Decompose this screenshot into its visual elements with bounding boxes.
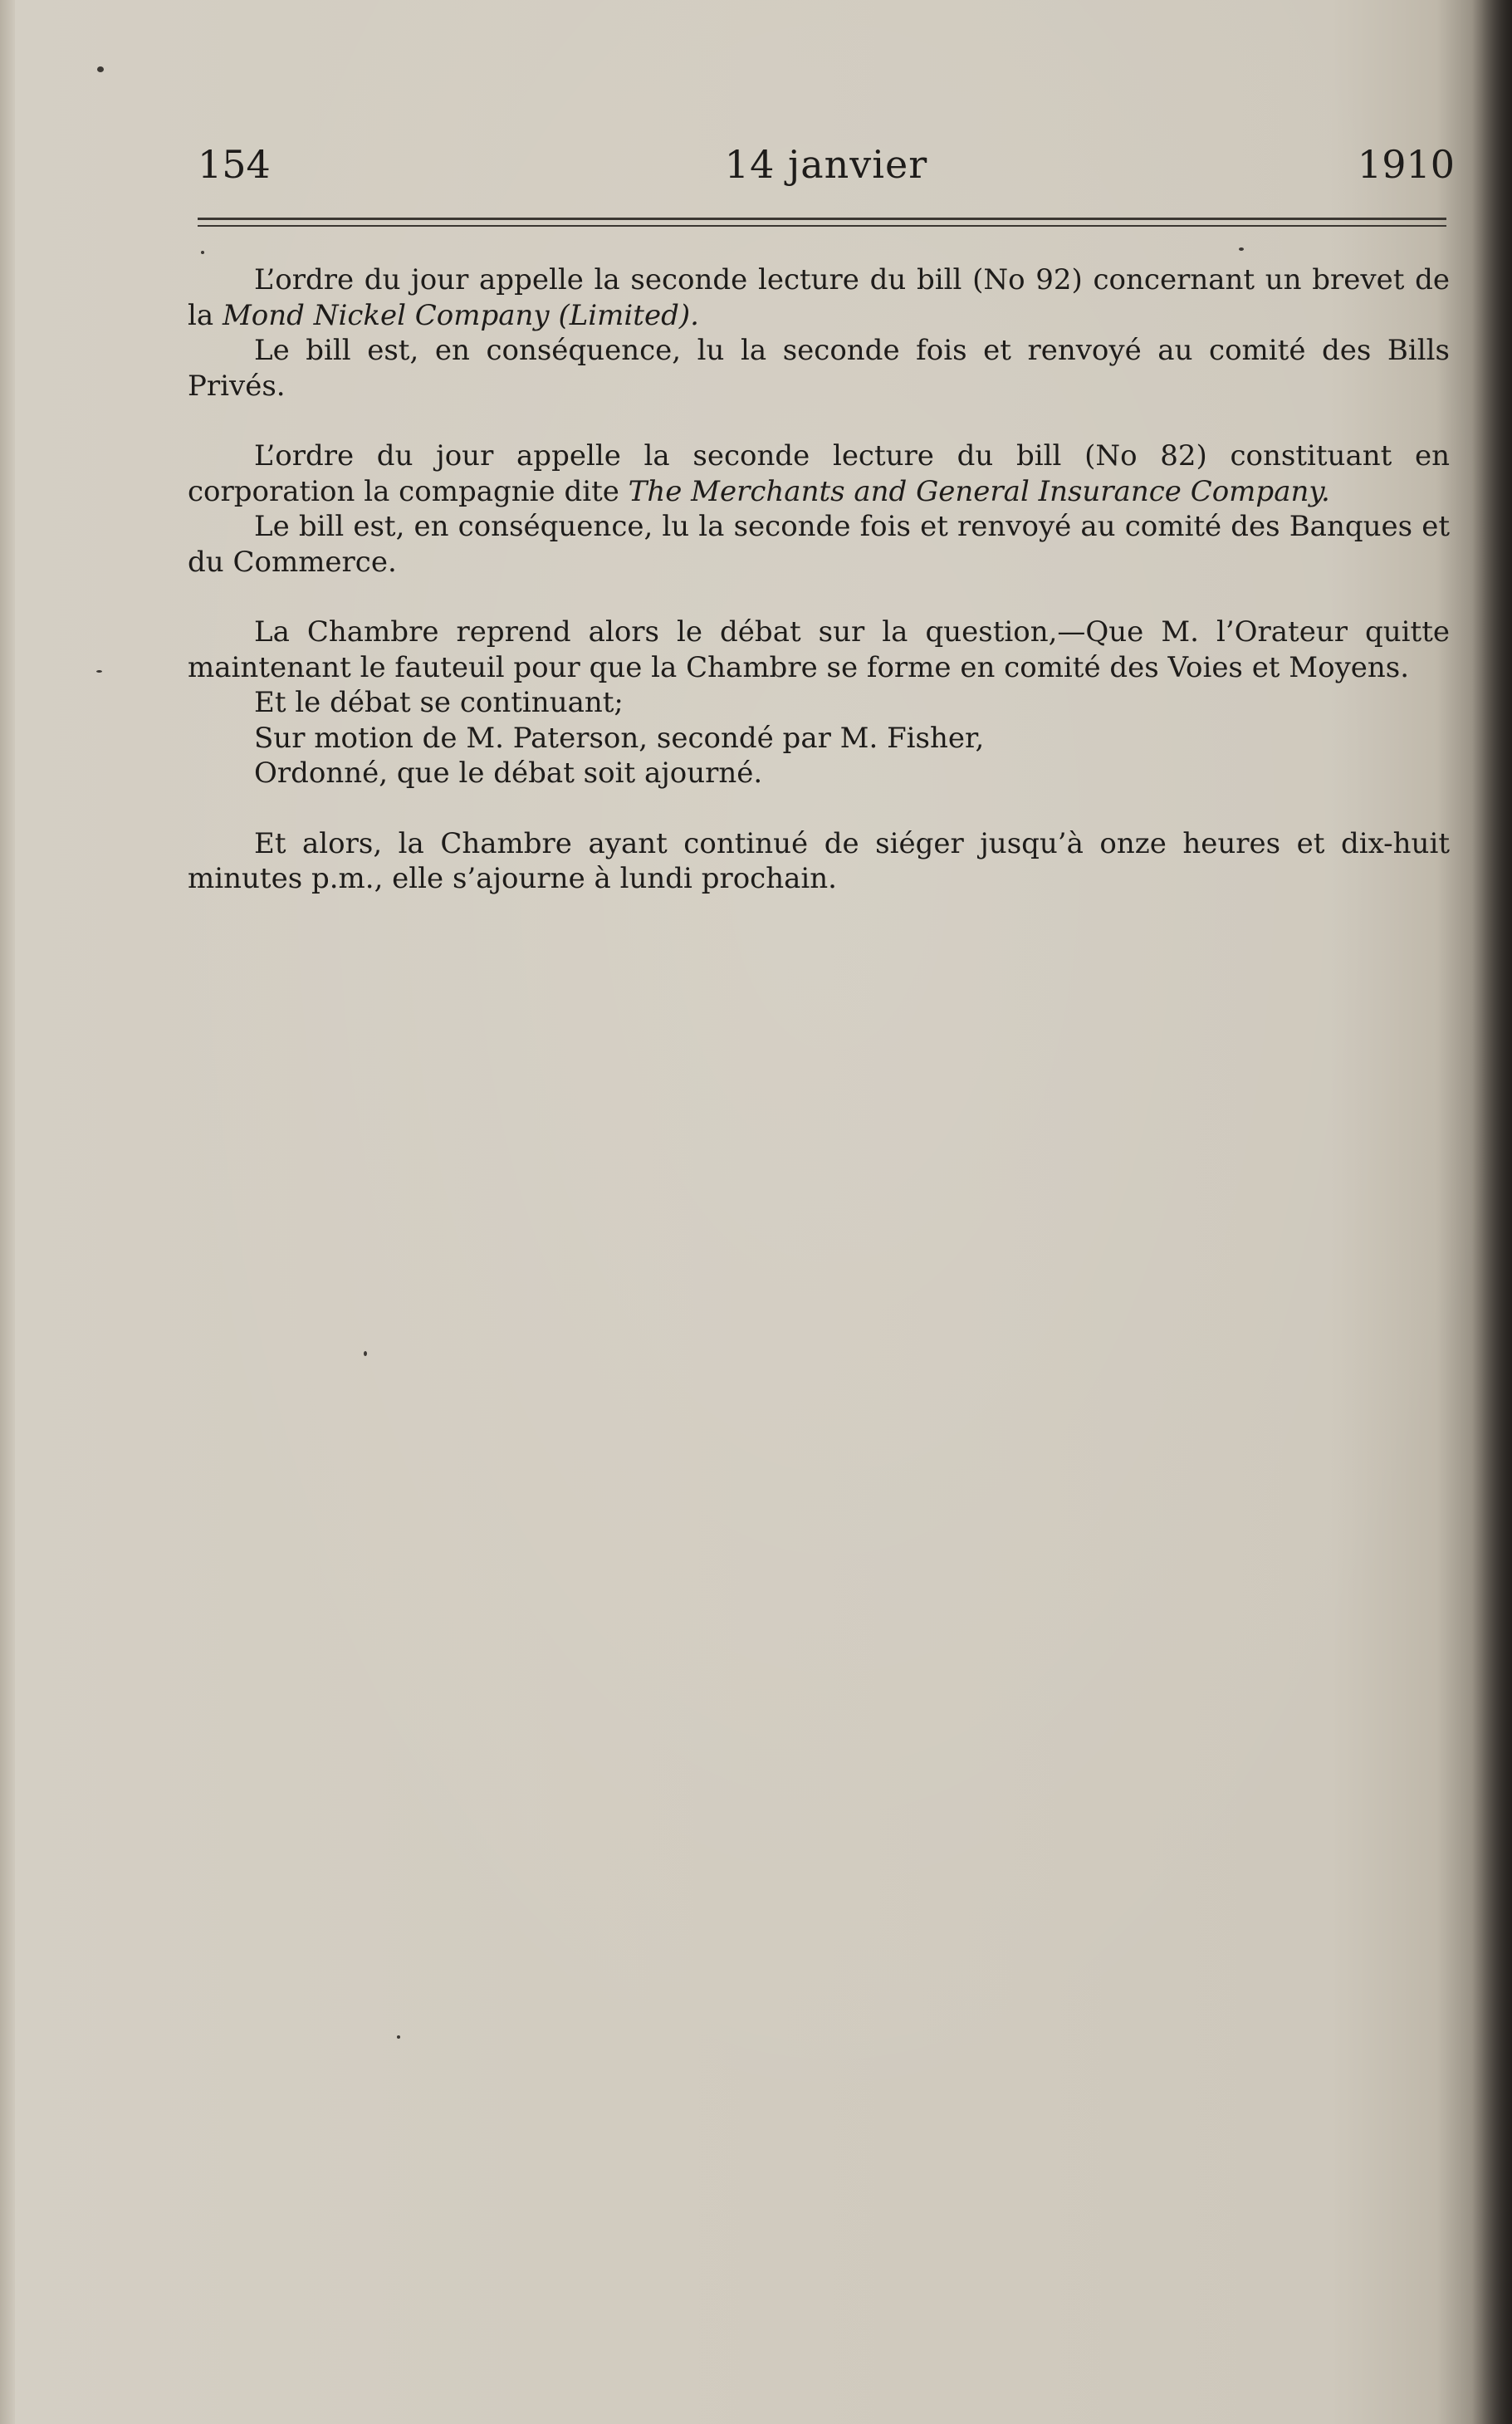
year: 1910 [1357, 142, 1455, 187]
book-binding-shadow [1472, 0, 1512, 2424]
paragraph-merchants-referral: Le bill est, en conséquence, lu la seconde fois et renvoyé au comité des Banques et du Commerce. [188, 510, 1450, 579]
paper-speck [364, 1351, 367, 1356]
company-name-italic: The Merchants and General Insurance Company. [628, 474, 1330, 508]
paper-speck [1239, 247, 1244, 251]
paragraph-motion: Sur motion de M. Paterson, secondé par M. Fisher, [254, 721, 985, 755]
paragraph-ordered: Ordonné, que le débat soit ajourné. [254, 757, 763, 790]
paper-speck [96, 670, 102, 673]
date-heading: 14 janvier [724, 142, 928, 187]
journal-text [188, 262, 1450, 897]
page-number: 154 [198, 142, 271, 187]
paper-speck [97, 66, 104, 72]
paragraph-adjournment: Et alors, la Chambre ayant continué de siéger jusqu’à onze heures et dix-huit minutes p.m., elle s’ajourne à lundi prochain. [188, 826, 1450, 895]
paragraph-debate: La Chambre reprend alors le débat sur la question,—Que M. l’Orateur quitte maintenant le fauteuil pour que la Chambre se forme en comité des Voies et Moyens. [188, 615, 1450, 684]
page-edge-left [0, 0, 15, 2424]
paragraph-mond-nickel-referral: Le bill est, en conséquence, lu la seconde fois et renvoyé au comité des Bills Privés. [188, 334, 1450, 403]
company-name-italic: Mond Nickel Company (Limited). [222, 298, 699, 332]
header-rule [198, 218, 1446, 220]
paper-speck [201, 251, 204, 254]
header-rule-thin [198, 225, 1446, 227]
paragraph-merchants-reading: L’ordre du jour appelle la seconde lecture du bill (No 82) constituant en corporation la compagnie dite The Merchants and General Insurance Company. [188, 439, 1450, 508]
paper-speck [397, 2035, 400, 2039]
running-header [198, 140, 1455, 189]
paragraph-debate-continuing: Et le débat se continuant; [254, 686, 624, 719]
paragraph-mond-nickel-reading: L’ordre du jour appelle la seconde lecture du bill (No 92) concernant un brevet de la Mond Nickel Company (Limited). [188, 263, 1450, 332]
